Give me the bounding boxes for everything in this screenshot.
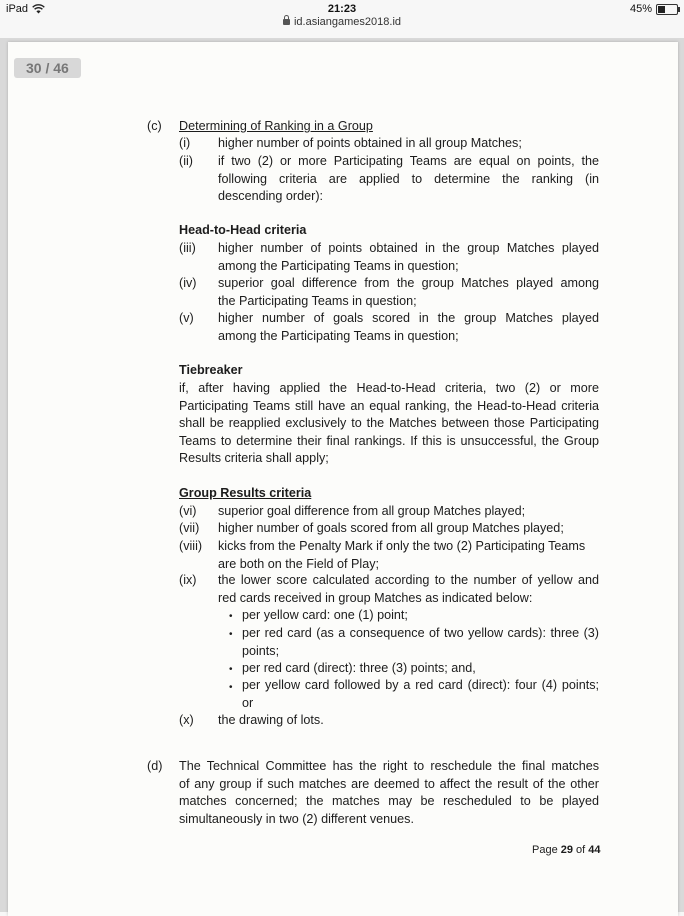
item-number: (viii) <box>179 539 203 553</box>
item-number: (ix) <box>179 573 197 587</box>
item-text: higher number of points obtained in all group Matches; <box>218 136 522 150</box>
item-text <box>218 310 599 345</box>
footer-middle: of <box>573 844 589 856</box>
section-c-label: (c) <box>147 119 162 133</box>
url-text[interactable]: id.asiangames2018.id <box>293 16 402 28</box>
item-text <box>218 240 599 275</box>
text-line: per red card (as a consequence of two yellow cards): three (3) <box>242 626 599 640</box>
item-number: (i) <box>179 136 191 150</box>
text-line: per yellow card followed by a red card (direct): four (4) points; <box>242 678 599 692</box>
lock-icon <box>283 19 290 25</box>
item-number: (vii) <box>179 521 200 535</box>
device-name: iPad <box>6 3 29 15</box>
text-line: the lower score calculated according to the number of yellow and <box>218 573 599 587</box>
battery-fill <box>658 6 665 13</box>
text-line: shall be reapplied exclusively to the Matches between those Participating <box>179 416 599 431</box>
footer-prefix: Page <box>532 844 561 856</box>
page-footer <box>532 842 601 860</box>
item-text <box>218 572 599 607</box>
text-line: if, after having applied the Head-to-Head criteria, two (2) or more <box>179 381 599 395</box>
bullet-text: per red card (direct): three (3) points; and, <box>242 661 476 675</box>
text-line: among the Participating Teams in question; <box>218 258 459 273</box>
h2h-heading: Head-to-Head criteria <box>179 223 307 237</box>
section-d-paragraph <box>179 758 599 828</box>
url-bar[interactable] <box>0 16 684 36</box>
text-line: higher number of goals scored in the group Matches played <box>218 311 599 325</box>
item-number: (iii) <box>179 241 196 255</box>
item-number: (iv) <box>179 276 197 290</box>
bullet-icon: • <box>229 682 233 693</box>
status-right <box>630 3 678 15</box>
text-line: descending order): <box>218 189 324 204</box>
bullet-text <box>242 677 599 712</box>
text-line: of any group if such matches are deemed to affect the result of the other <box>179 776 599 791</box>
section-d-label: (d) <box>147 759 163 773</box>
battery-percent: 45% <box>629 3 652 15</box>
group-results-heading: Group Results criteria <box>179 486 312 500</box>
text-line: simultaneously in two (2) different venues. <box>179 811 414 826</box>
text-line: points; <box>242 643 280 658</box>
text-line: or <box>242 695 254 710</box>
item-number: (v) <box>179 311 194 325</box>
text-line: red cards received in group Matches as indicated below: <box>218 590 533 605</box>
item-text <box>218 153 599 206</box>
item-number: (vi) <box>179 504 197 518</box>
item-text: higher number of goals scored from all group Matches played; <box>218 521 564 535</box>
text-line: following criteria are applied to determine the ranking (in <box>218 171 599 186</box>
section-c-heading: Determining of Ranking in a Group <box>179 119 373 133</box>
text-line: The Technical Committee has the right to reschedule the final matches <box>179 759 599 773</box>
item-text: superior goal difference from all group Matches played; <box>218 504 526 518</box>
text-line: matches concerned; the matches may be rescheduled to be played <box>179 794 599 809</box>
battery-icon <box>656 4 678 15</box>
item-number: (x) <box>179 713 194 727</box>
clock: 21:23 <box>327 3 357 15</box>
text-line: higher number of points obtained in the group Matches played <box>218 241 599 255</box>
text-line: superior goal difference from the group Matches played among <box>218 276 599 290</box>
text-line: if two (2) or more Participating Teams are equal on points, the <box>218 154 599 168</box>
bullet-text: per yellow card: one (1) point; <box>242 608 408 622</box>
text-line: the Participating Teams in question; <box>218 293 417 308</box>
text-line: Teams to determine their final rankings. If this is unsuccessful, the Group <box>179 433 599 448</box>
item-text: the drawing of lots. <box>218 713 324 727</box>
page-counter: 30 / 46 <box>14 58 81 78</box>
footer-total-pages: 44 <box>588 844 601 856</box>
text-line: Results criteria shall apply; <box>179 451 329 466</box>
bullet-icon: • <box>229 629 233 640</box>
tiebreaker-heading: Tiebreaker <box>179 363 243 377</box>
item-number: (ii) <box>179 154 193 168</box>
text-line: are both on the Field of Play; <box>218 556 380 571</box>
footer-current-page: 29 <box>560 844 573 856</box>
bullet-text <box>242 625 599 660</box>
bullet-icon: • <box>229 611 233 622</box>
text-line: kicks from the Penalty Mark if only the two (2) Participating Teams <box>218 539 586 553</box>
tiebreaker-paragraph <box>179 380 599 468</box>
text-line: Participating Teams still have an equal ranking, the Head-to-Head criteria <box>179 398 599 413</box>
bullet-icon: • <box>229 664 233 675</box>
item-text <box>218 538 599 573</box>
text-line: among the Participating Teams in question; <box>218 328 459 343</box>
item-text <box>218 275 599 310</box>
